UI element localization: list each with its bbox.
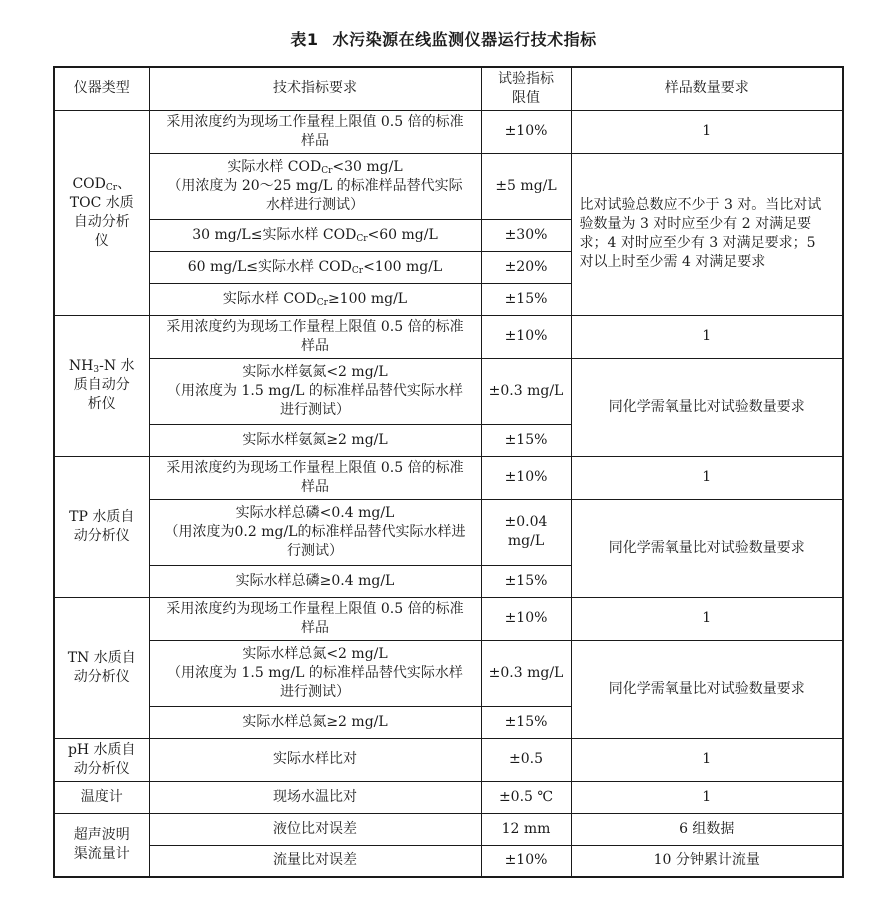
table-title: 水污染源在线监测仪器运行技术指标 — [332, 30, 597, 49]
table-row — [54, 813, 843, 845]
table-row — [54, 153, 843, 219]
table-row — [54, 110, 843, 153]
limit-cell: ±15% — [481, 424, 571, 456]
limit-cell: ±0.3 mg/L — [481, 640, 571, 706]
requirement-cell: 实际水样 $COD_{Cr}\ge 100$ mg/L — [149, 283, 481, 315]
type-cell-ph: pH 水质自动分析仪 — [54, 738, 149, 781]
type-cell-nh3n: $NH_3-N$ 水质自动分析仪 — [54, 315, 149, 456]
limit-cell: ±15% — [481, 565, 571, 597]
requirement-cell: 采用浓度约为现场工作量程上限值 0.5 倍的标准样品 — [149, 110, 481, 153]
table-row — [54, 738, 843, 781]
requirement-cell: 实际水样总氮<2 mg/L （用浓度为 1.5 mg/L 的标准样品替代实际水样进行测试） — [149, 640, 481, 706]
type-cell-tn: TN 水质自动分析仪 — [54, 597, 149, 738]
header-requirement: 技术指标要求 — [149, 67, 481, 110]
header-limit: 试验指标限值 — [481, 67, 571, 110]
limit-cell: ±15% — [481, 283, 571, 315]
header-samples: 样品数量要求 — [571, 67, 843, 110]
requirement-cell: 采用浓度约为现场工作量程上限值 0.5 倍的标准样品 — [149, 456, 481, 499]
requirement-cell: 液位比对误差 — [149, 813, 481, 845]
sample-cell: 1 — [571, 456, 843, 499]
table-row — [54, 499, 843, 565]
spec-table — [53, 66, 844, 878]
table-caption — [0, 27, 887, 50]
requirement-cell: 现场水温比对 — [149, 781, 481, 813]
limit-cell: ±0.04 mg/L — [481, 499, 571, 565]
limit-cell: ±15% — [481, 706, 571, 738]
requirement-cell: 实际水样氨氮<2 mg/L （用浓度为 1.5 mg/L 的标准样品替代实际水样进行测试） — [149, 358, 481, 424]
table-number: 表1 — [290, 30, 319, 49]
requirement-cell: 采用浓度约为现场工作量程上限值 0.5 倍的标准样品 — [149, 597, 481, 640]
requirement-cell: 实际水样氨氮≥2 mg/L — [149, 424, 481, 456]
sample-cell-group: 同化学需氧量比对试验数量要求 — [571, 640, 843, 738]
header-type: 仪器类型 — [54, 67, 149, 110]
type-cell-thermometer: 温度计 — [54, 781, 149, 813]
sample-cell: 1 — [571, 781, 843, 813]
limit-cell: ±10% — [481, 597, 571, 640]
table-row — [54, 315, 843, 358]
requirement-cell: 采用浓度约为现场工作量程上限值 0.5 倍的标准样品 — [149, 315, 481, 358]
limit-cell: 12 mm — [481, 813, 571, 845]
sample-cell: 1 — [571, 110, 843, 153]
limit-cell: ±0.5 ℃ — [481, 781, 571, 813]
requirement-cell: 实际水样总磷<0.4 mg/L （用浓度为0.2 mg/L的标准样品替代实际水样进行测试） — [149, 499, 481, 565]
sample-cell: 1 — [571, 315, 843, 358]
table-row — [54, 845, 843, 877]
limit-cell: ±10% — [481, 845, 571, 877]
requirement-cell: 30 mg/L≤实际水样 $COD_{Cr}<60$ mg/L — [149, 219, 481, 251]
requirement-cell: 60 mg/L≤实际水样 $COD_{Cr}<100$ mg/L — [149, 251, 481, 283]
limit-cell: ±10% — [481, 456, 571, 499]
sample-cell: 1 — [571, 738, 843, 781]
requirement-cell: 实际水样总磷≥0.4 mg/L — [149, 565, 481, 597]
sample-cell-group: 比对试验总数应不少于 3 对。当比对试验数量为 3 对时应至少有 2 对满足要求；4 对时应至少有 3 对满足要求；5 对以上时至少需 4 对满足要求 — [571, 153, 843, 315]
limit-cell: ±0.5 — [481, 738, 571, 781]
table-row — [54, 640, 843, 706]
sample-cell: 10 分钟累计流量 — [571, 845, 843, 877]
limit-cell: ±0.3 mg/L — [481, 358, 571, 424]
sample-cell-group: 同化学需氧量比对试验数量要求 — [571, 358, 843, 456]
table-row — [54, 358, 843, 424]
table-row — [54, 597, 843, 640]
table-row — [54, 456, 843, 499]
limit-cell: ±30% — [481, 219, 571, 251]
table-row — [54, 781, 843, 813]
requirement-cell: 实际水样总氮≥2 mg/L — [149, 706, 481, 738]
sample-cell: 1 — [571, 597, 843, 640]
requirement-cell: 流量比对误差 — [149, 845, 481, 877]
sample-cell-group: 同化学需氧量比对试验数量要求 — [571, 499, 843, 597]
type-cell-tp: TP 水质自动分析仪 — [54, 456, 149, 597]
limit-cell: ±10% — [481, 110, 571, 153]
limit-cell: ±5 mg/L — [481, 153, 571, 219]
requirement-cell: 实际水样 $COD_{Cr}<30$ mg/L （用浓度为 20～25 mg/L 的标准样品替代实际水样进行测试） — [149, 153, 481, 219]
header-row — [54, 67, 843, 110]
limit-cell: ±20% — [481, 251, 571, 283]
requirement-cell: 实际水样比对 — [149, 738, 481, 781]
type-cell-flowmeter: 超声波明渠流量计 — [54, 813, 149, 877]
sample-cell: 6 组数据 — [571, 813, 843, 845]
type-cell-cod-toc: $COD_{Cr}$、TOC 水质自动分析仪 — [54, 110, 149, 315]
limit-cell: ±10% — [481, 315, 571, 358]
